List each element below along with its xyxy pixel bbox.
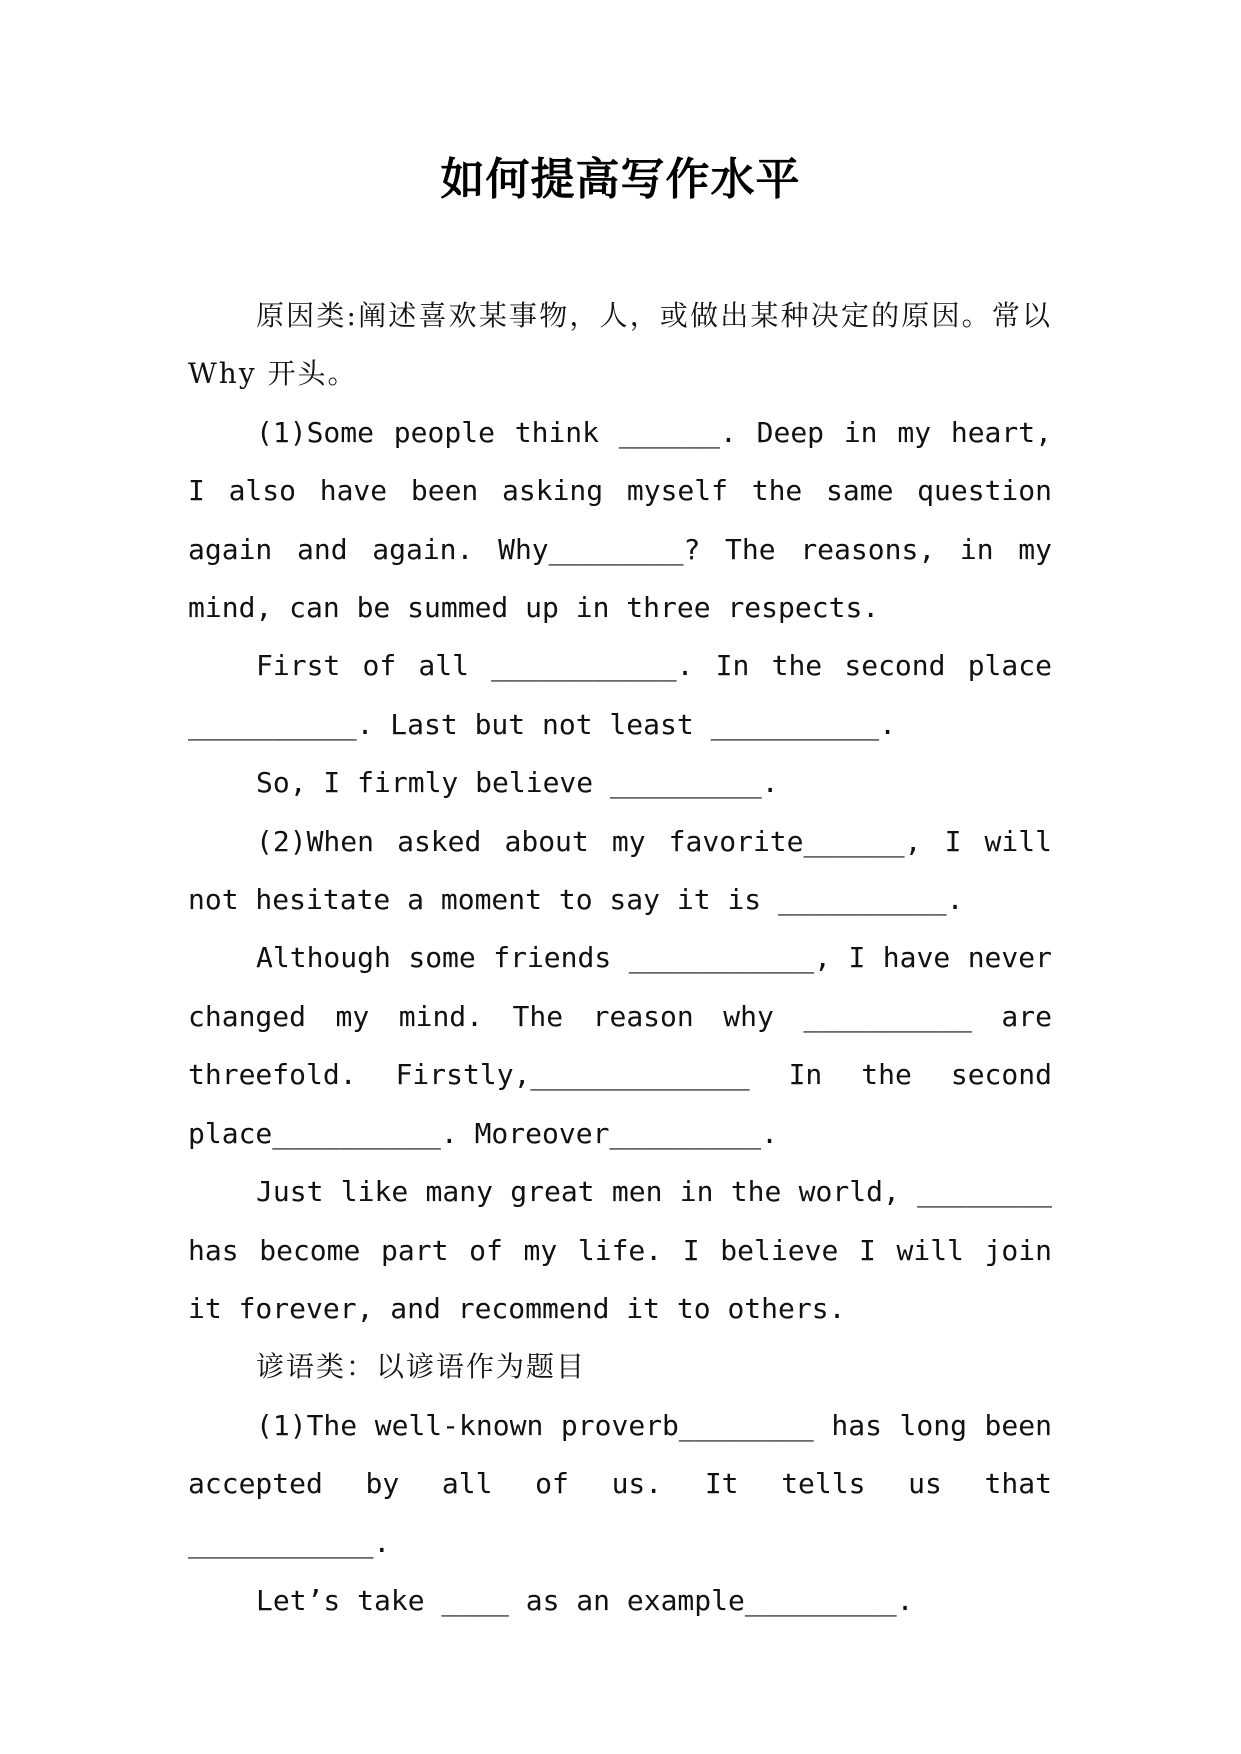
paragraph-template-1: (1)Some people think ______. Deep in my heart, I also have been asking myself the same question again and again. Why________? The reasons, in my mind, can be summed up in three respects. (188, 415, 1052, 625)
paragraph-reason-type-intro: 原因类:阐述喜欢某事物，人，或做出某种决定的原因。常以 Why 开头。 (188, 299, 1052, 391)
paragraph-template-2-reasons: Although some friends ___________, I have never changed my mind. The reason why __________ are threefold. Firstly,_____________ In the second place__________. Moreover_________. (188, 941, 1052, 1150)
paragraph-template-1-points: First of all ___________. In the second place __________. Last but not least __________. (188, 649, 1052, 741)
paragraph-template-2-conclusion: Just like many great men in the world, ________ has become part of my life. I believe I will join it forever, and recommend it to others. (188, 1175, 1052, 1325)
paragraph-template-1-conclusion: So, I firmly believe _________. (256, 766, 779, 800)
paragraph-proverb-template-1: (1)The well-known proverb________ has long been accepted by all of us. It tells us that ___________. (188, 1408, 1052, 1559)
document-title: 如何提高写作水平 (440, 154, 801, 205)
paragraph-proverb-type-intro: 谚语类：以谚语作为题目 (256, 1350, 587, 1384)
paragraph-proverb-example: Let’s take ____ as an example_________. (256, 1583, 914, 1617)
document-body (188, 287, 1052, 1630)
paragraph-template-2: (2)When asked about my favorite______, I will not hesitate a moment to say it is __________. (188, 824, 1052, 917)
